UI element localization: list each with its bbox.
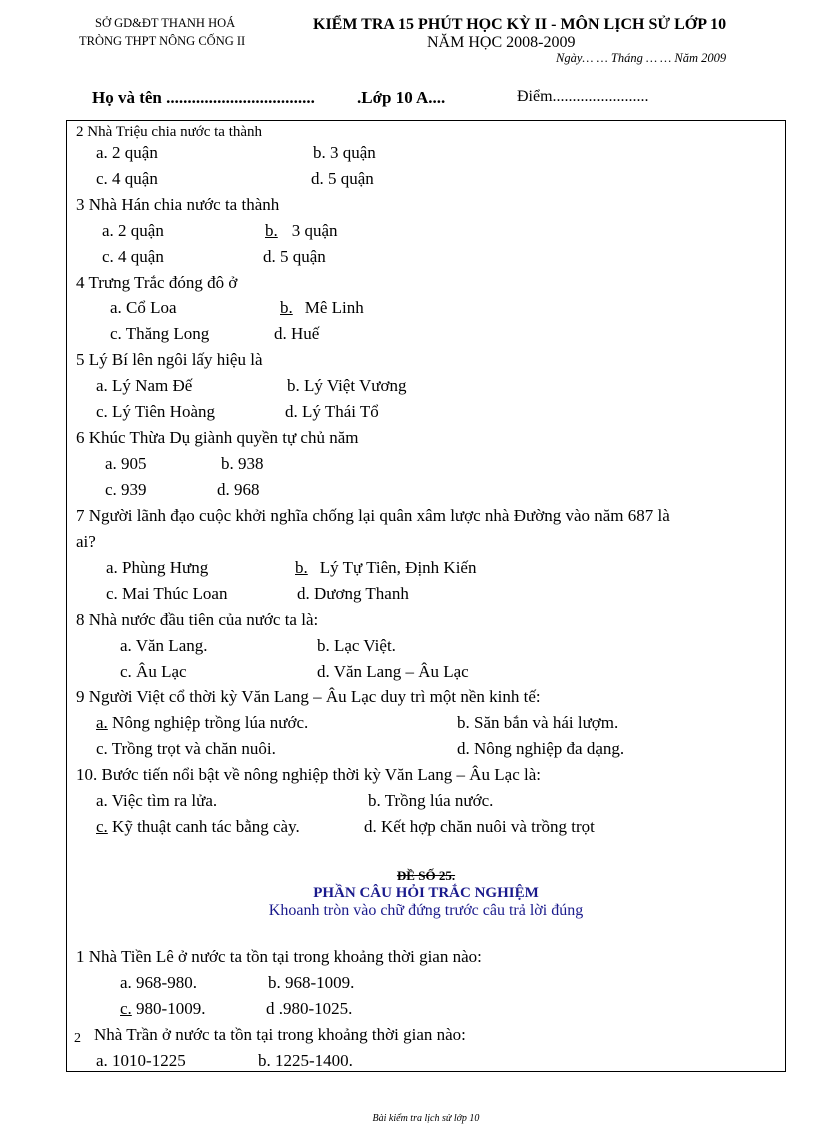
option-d[interactable]: d. Nông nghiệp đa dạng. (457, 739, 625, 758)
question-stem: 1 Nhà Tiền Lê ở nước ta tồn tại trong khoảng thời gian nào: (76, 947, 482, 966)
option-c[interactable]: c. 939 (105, 480, 147, 499)
option-d[interactable]: d. 5 quận (263, 247, 326, 266)
option-text: Mê Linh (304, 298, 364, 317)
answer-key: b. (295, 558, 308, 577)
option-d[interactable]: d. 968 (217, 480, 260, 499)
department-name: SỞ GD&ĐT THANH HOÁ (95, 16, 236, 30)
option-a[interactable] (96, 713, 308, 733)
question-stem: 8 Nhà nước đầu tiên của nước ta là: (76, 610, 319, 629)
option-text: Kỹ thuật canh tác bằng cày. (107, 817, 300, 836)
school-year: NĂM HỌC 2008-2009 (427, 34, 576, 51)
option-b[interactable]: b. 938 (221, 454, 264, 473)
class-field[interactable]: .Lớp 10 A.... (357, 88, 446, 107)
question-stem: 7 Người lãnh đạo cuộc khởi nghĩa chống lại quân xâm lược nhà Đường vào năm 687 là (76, 506, 670, 525)
question-stem: Nhà Trần ở nước ta tồn tại trong khoảng thời gian nào: (94, 1025, 466, 1044)
question-stem: 4 Trưng Trắc đóng đô ở (76, 273, 238, 292)
question-stem: 2 Nhà Triệu chia nước ta thành (76, 124, 263, 140)
option-a[interactable]: a. Lý Nam Đế (96, 376, 193, 395)
option-a[interactable]: a. 1010-1225 (96, 1051, 186, 1070)
option-d[interactable]: d .980-1025. (266, 999, 353, 1018)
option-d[interactable]: d. Kết hợp chăn nuôi và trồng trọt (364, 817, 595, 836)
option-c[interactable]: c. Trồng trọt và chăn nuôi. (96, 739, 276, 758)
option-b[interactable]: b. Trồng lúa nước. (368, 791, 494, 810)
option-b[interactable] (280, 298, 364, 318)
question-stem-continued: ai? (76, 532, 96, 551)
option-a[interactable]: a. Cổ Loa (110, 298, 177, 317)
answer-key: c. (96, 817, 108, 836)
option-b[interactable]: b. Lý Việt Vương (287, 376, 407, 395)
option-a[interactable]: a. 968-980. (120, 973, 197, 992)
score-field[interactable]: Điểm........................ (517, 88, 649, 105)
section-instruction: Khoanh tròn vào chữ đứng trước câu trả lời đúng (268, 902, 584, 919)
answer-key: a. (96, 713, 108, 732)
answer-key: c. (120, 999, 132, 1018)
option-a[interactable]: a. 2 quận (102, 221, 164, 240)
answer-key: b. (280, 298, 293, 317)
exam-code: ĐỀ SỐ 25. (396, 868, 456, 883)
question-number: 2 (74, 1031, 81, 1046)
name-field[interactable]: Họ và tên ................................... (92, 88, 315, 107)
page-footer: Bài kiểm tra lịch sử lớp 10 (372, 1113, 480, 1124)
question-stem: 3 Nhà Hán chia nước ta thành (76, 195, 280, 214)
section-title: PHẦN CÂU HỎI TRẮC NGHIỆM (313, 885, 539, 901)
option-a[interactable]: a. Văn Lang. (120, 636, 208, 655)
question-stem: 6 Khúc Thừa Dụ giành quyền tự chủ năm (76, 428, 359, 447)
option-c[interactable]: c. Lý Tiên Hoàng (96, 402, 215, 421)
option-b[interactable]: b. 3 quận (313, 143, 376, 162)
option-a[interactable]: a. Việc tìm ra lửa. (96, 791, 218, 810)
option-d[interactable]: d. Dương Thanh (297, 584, 409, 603)
option-b[interactable]: b. Lạc Việt. (317, 636, 396, 655)
option-a[interactable]: a. Phùng Hưng (106, 558, 209, 577)
option-c[interactable]: c. 4 quận (102, 247, 164, 266)
option-text: Nông nghiệp trồng lúa nước. (107, 713, 309, 732)
option-c[interactable]: c. Âu Lạc (120, 662, 187, 681)
option-c[interactable] (96, 817, 300, 837)
school-name: TRÒNG THPT NÔNG CỐNG II (79, 34, 246, 48)
option-d[interactable]: d. Lý Thái Tổ (285, 402, 379, 421)
question-stem: 10. Bước tiến nổi bật về nông nghiệp thời kỳ Văn Lang – Âu Lạc là: (76, 765, 542, 784)
option-d[interactable]: d. Huế (274, 324, 320, 343)
option-c[interactable] (120, 999, 205, 1019)
option-text: Lý Tự Tiên, Định Kiến (319, 558, 477, 577)
option-b[interactable]: b. 968-1009. (268, 973, 355, 992)
option-d[interactable]: d. 5 quận (311, 169, 374, 188)
option-b[interactable]: b. Săn bắn và hái lượm. (457, 713, 619, 732)
exam-title: KIỂM TRA 15 PHÚT HỌC KỲ II - MÔN LỊCH SỬ LỚP 10 (313, 16, 727, 33)
option-text: 3 quận (291, 221, 338, 240)
option-text: 980-1009. (131, 999, 206, 1018)
option-d[interactable]: d. Văn Lang – Âu Lạc (317, 662, 469, 681)
question-stem: 9 Người Việt cổ thời kỳ Văn Lang – Âu Lạc duy trì một nền kinh tế: (76, 687, 541, 706)
option-b[interactable] (265, 221, 338, 241)
date-line: Ngày… … Tháng … … Năm 2009 (556, 51, 727, 65)
option-c[interactable]: c. Thăng Long (110, 324, 210, 343)
option-c[interactable]: c. 4 quận (96, 169, 158, 188)
option-a[interactable]: a. 2 quận (96, 143, 158, 162)
option-c[interactable]: c. Mai Thúc Loan (106, 584, 228, 603)
question-stem: 5 Lý Bí lên ngôi lấy hiệu là (76, 350, 263, 369)
option-a[interactable]: a. 905 (105, 454, 147, 473)
answer-key: b. (265, 221, 278, 240)
option-b[interactable] (295, 558, 476, 578)
option-b[interactable]: b. 1225-1400. (258, 1051, 353, 1070)
